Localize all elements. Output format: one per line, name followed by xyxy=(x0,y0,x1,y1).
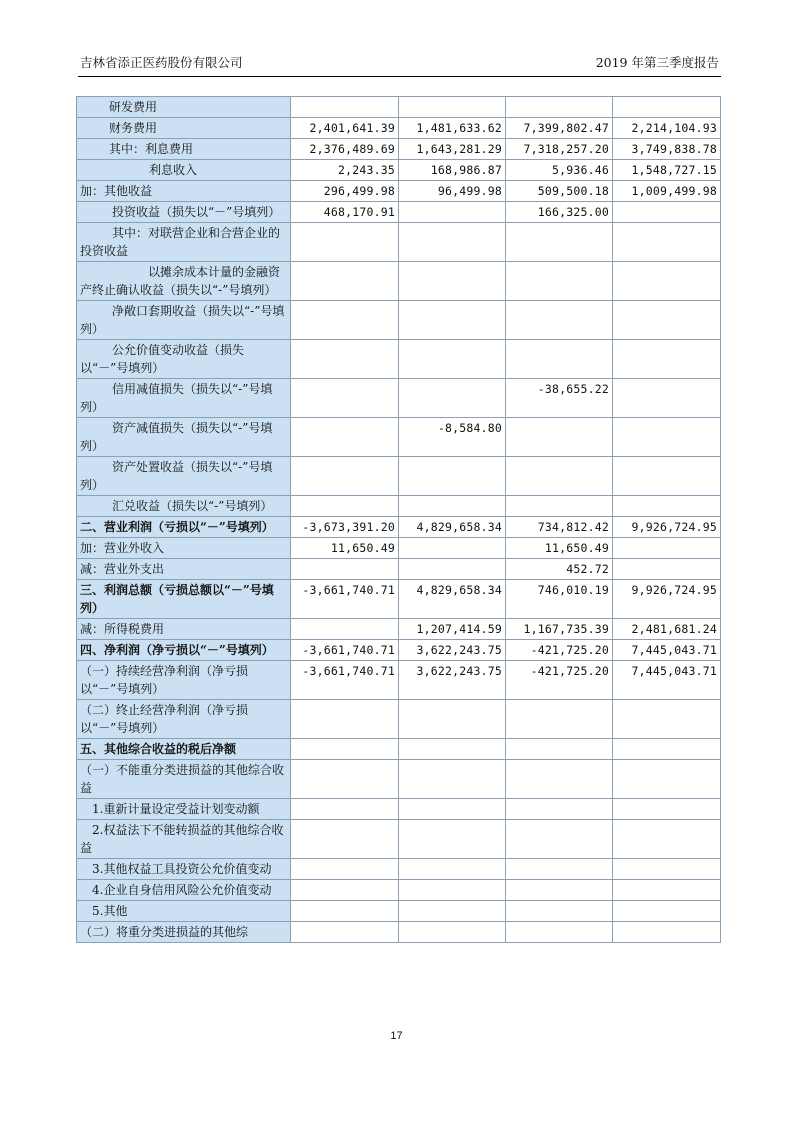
row-label: （二）终止经营净利润（净亏损以“－”号填列） xyxy=(77,700,291,739)
table-row xyxy=(77,202,721,223)
page-number: 17 xyxy=(390,1030,403,1042)
table-row xyxy=(77,160,721,181)
value-cell xyxy=(291,379,399,418)
table-row xyxy=(77,859,721,880)
value-cell xyxy=(506,859,613,880)
value-cell xyxy=(613,538,721,559)
value-cell xyxy=(399,820,506,859)
value-cell: 11,650.49 xyxy=(506,538,613,559)
value-cell xyxy=(291,340,399,379)
page-header xyxy=(78,54,721,77)
table-row xyxy=(77,922,721,943)
row-label: 三、利润总额（亏损总额以“－”号填列） xyxy=(77,580,291,619)
value-cell xyxy=(399,799,506,820)
value-cell xyxy=(291,496,399,517)
value-cell: 734,812.42 xyxy=(506,517,613,538)
row-label: 其中：对联营企业和合营企业的投资收益 xyxy=(77,223,291,262)
value-cell: 509,500.18 xyxy=(506,181,613,202)
value-cell xyxy=(291,880,399,901)
value-cell: 2,401,641.39 xyxy=(291,118,399,139)
value-cell: 296,499.98 xyxy=(291,181,399,202)
value-cell xyxy=(291,457,399,496)
row-label: 3.其他权益工具投资公允价值变动 xyxy=(77,859,291,880)
value-cell xyxy=(506,880,613,901)
value-cell: -38,655.22 xyxy=(506,379,613,418)
value-cell: 11,650.49 xyxy=(291,538,399,559)
table-row xyxy=(77,496,721,517)
row-label: 信用减值损失（损失以“-”号填列） xyxy=(77,379,291,418)
report-title: 2019 年第三季度报告 xyxy=(595,55,719,70)
value-cell xyxy=(291,97,399,118)
value-cell xyxy=(613,760,721,799)
row-label: 资产减值损失（损失以“-”号填列） xyxy=(77,418,291,457)
value-cell xyxy=(291,901,399,922)
value-cell xyxy=(506,418,613,457)
value-cell: 2,376,489.69 xyxy=(291,139,399,160)
table-row xyxy=(77,457,721,496)
value-cell: 7,445,043.71 xyxy=(613,661,721,700)
value-cell: 1,481,633.62 xyxy=(399,118,506,139)
row-label: 以摊余成本计量的金融资产终止确认收益（损失以“-”号填列） xyxy=(77,262,291,301)
table-row xyxy=(77,97,721,118)
value-cell: -421,725.20 xyxy=(506,640,613,661)
row-label: 公允价值变动收益（损失以“－”号填列） xyxy=(77,340,291,379)
value-cell xyxy=(506,457,613,496)
value-cell xyxy=(613,700,721,739)
value-cell: 746,010.19 xyxy=(506,580,613,619)
value-cell xyxy=(613,202,721,223)
row-label: （二）将重分类进损益的其他综 xyxy=(77,922,291,943)
value-cell xyxy=(613,223,721,262)
table-row xyxy=(77,262,721,301)
value-cell xyxy=(506,760,613,799)
value-cell: 9,926,724.95 xyxy=(613,517,721,538)
value-cell: 7,318,257.20 xyxy=(506,139,613,160)
value-cell xyxy=(399,223,506,262)
value-cell xyxy=(291,820,399,859)
row-label: 二、营业利润（亏损以“－”号填列） xyxy=(77,517,291,538)
value-cell xyxy=(399,340,506,379)
row-label: 减：所得税费用 xyxy=(77,619,291,640)
value-cell: 4,829,658.34 xyxy=(399,580,506,619)
value-cell xyxy=(399,901,506,922)
value-cell: 3,622,243.75 xyxy=(399,661,506,700)
value-cell: 2,481,681.24 xyxy=(613,619,721,640)
value-cell: 7,445,043.71 xyxy=(613,640,721,661)
value-cell xyxy=(291,301,399,340)
table-row xyxy=(77,559,721,580)
table-row xyxy=(77,181,721,202)
value-cell xyxy=(399,496,506,517)
value-cell xyxy=(399,880,506,901)
value-cell: 2,243.35 xyxy=(291,160,399,181)
table-row xyxy=(77,517,721,538)
value-cell: 9,926,724.95 xyxy=(613,580,721,619)
value-cell xyxy=(506,301,613,340)
value-cell xyxy=(613,379,721,418)
value-cell xyxy=(399,760,506,799)
value-cell xyxy=(399,97,506,118)
table-row xyxy=(77,799,721,820)
value-cell xyxy=(506,340,613,379)
value-cell xyxy=(613,301,721,340)
value-cell xyxy=(506,799,613,820)
table-row xyxy=(77,580,721,619)
value-cell xyxy=(291,418,399,457)
row-label: 汇兑收益（损失以“-”号填列） xyxy=(77,496,291,517)
value-cell xyxy=(291,922,399,943)
value-cell: 96,499.98 xyxy=(399,181,506,202)
table-row xyxy=(77,901,721,922)
value-cell xyxy=(291,859,399,880)
row-label: 财务费用 xyxy=(77,118,291,139)
value-cell xyxy=(506,901,613,922)
row-label: 研发费用 xyxy=(77,97,291,118)
row-label: 五、其他综合收益的税后净额 xyxy=(77,739,291,760)
table-row xyxy=(77,640,721,661)
value-cell xyxy=(613,739,721,760)
value-cell xyxy=(399,457,506,496)
value-cell xyxy=(613,880,721,901)
value-cell: 1,207,414.59 xyxy=(399,619,506,640)
row-label: 2.权益法下不能转损益的其他综合收益 xyxy=(77,820,291,859)
table-row xyxy=(77,619,721,640)
row-label: 加：其他收益 xyxy=(77,181,291,202)
row-label: 投资收益（损失以“－”号填列） xyxy=(77,202,291,223)
table-row xyxy=(77,418,721,457)
value-cell xyxy=(506,223,613,262)
value-cell xyxy=(613,496,721,517)
value-cell: 3,749,838.78 xyxy=(613,139,721,160)
row-label: 净敞口套期收益（损失以“-”号填列） xyxy=(77,301,291,340)
value-cell xyxy=(399,262,506,301)
table-row xyxy=(77,760,721,799)
value-cell xyxy=(613,820,721,859)
value-cell: 2,214,104.93 xyxy=(613,118,721,139)
value-cell: 452.72 xyxy=(506,559,613,580)
value-cell xyxy=(613,262,721,301)
value-cell: -3,661,740.71 xyxy=(291,580,399,619)
income-statement-table xyxy=(76,96,721,943)
value-cell: 1,167,735.39 xyxy=(506,619,613,640)
table-row xyxy=(77,118,721,139)
table-row xyxy=(77,538,721,559)
row-label: （一）不能重分类进损益的其他综合收益 xyxy=(77,760,291,799)
value-cell xyxy=(613,859,721,880)
value-cell: -8,584.80 xyxy=(399,418,506,457)
row-label: 四、净利润（净亏损以“－”号填列） xyxy=(77,640,291,661)
value-cell xyxy=(399,922,506,943)
value-cell xyxy=(613,457,721,496)
value-cell xyxy=(291,739,399,760)
table-row xyxy=(77,880,721,901)
row-label: （一）持续经营净利润（净亏损以“－”号填列） xyxy=(77,661,291,700)
table-row xyxy=(77,739,721,760)
table-row xyxy=(77,223,721,262)
value-cell xyxy=(399,559,506,580)
value-cell xyxy=(291,700,399,739)
value-cell xyxy=(613,418,721,457)
value-cell xyxy=(399,538,506,559)
value-cell xyxy=(291,619,399,640)
value-cell xyxy=(291,760,399,799)
value-cell: -3,673,391.20 xyxy=(291,517,399,538)
row-label: 4.企业自身信用风险公允价值变动 xyxy=(77,880,291,901)
value-cell: 1,643,281.29 xyxy=(399,139,506,160)
row-label: 5.其他 xyxy=(77,901,291,922)
value-cell xyxy=(291,262,399,301)
company-name: 吉林省添正医药股份有限公司 xyxy=(80,55,243,70)
table-row xyxy=(77,340,721,379)
value-cell: 468,170.91 xyxy=(291,202,399,223)
row-label: 资产处置收益（损失以“-”号填列） xyxy=(77,457,291,496)
value-cell xyxy=(506,262,613,301)
value-cell xyxy=(291,223,399,262)
value-cell xyxy=(613,97,721,118)
table-row xyxy=(77,139,721,160)
value-cell: -421,725.20 xyxy=(506,661,613,700)
value-cell xyxy=(506,739,613,760)
row-label: 加：营业外收入 xyxy=(77,538,291,559)
value-cell: 4,829,658.34 xyxy=(399,517,506,538)
value-cell: 1,548,727.15 xyxy=(613,160,721,181)
value-cell xyxy=(506,820,613,859)
value-cell xyxy=(291,559,399,580)
value-cell xyxy=(506,496,613,517)
value-cell: 5,936.46 xyxy=(506,160,613,181)
value-cell xyxy=(613,922,721,943)
row-label: 减：营业外支出 xyxy=(77,559,291,580)
value-cell xyxy=(399,700,506,739)
table-row xyxy=(77,661,721,700)
table-row xyxy=(77,301,721,340)
table-row xyxy=(77,700,721,739)
value-cell xyxy=(399,859,506,880)
value-cell xyxy=(506,922,613,943)
value-cell: 1,009,499.98 xyxy=(613,181,721,202)
value-cell: 7,399,802.47 xyxy=(506,118,613,139)
value-cell: -3,661,740.71 xyxy=(291,640,399,661)
value-cell: 3,622,243.75 xyxy=(399,640,506,661)
table-body xyxy=(77,97,721,943)
value-cell xyxy=(399,379,506,418)
value-cell: -3,661,740.71 xyxy=(291,661,399,700)
value-cell xyxy=(613,559,721,580)
row-label: 1.重新计量设定受益计划变动额 xyxy=(77,799,291,820)
value-cell xyxy=(399,301,506,340)
value-cell xyxy=(613,799,721,820)
row-label: 利息收入 xyxy=(77,160,291,181)
value-cell: 166,325.00 xyxy=(506,202,613,223)
value-cell xyxy=(399,739,506,760)
table-row xyxy=(77,379,721,418)
value-cell xyxy=(399,202,506,223)
value-cell xyxy=(506,700,613,739)
value-cell xyxy=(291,799,399,820)
value-cell xyxy=(506,97,613,118)
table-row xyxy=(77,820,721,859)
value-cell: 168,986.87 xyxy=(399,160,506,181)
value-cell xyxy=(613,340,721,379)
value-cell xyxy=(613,901,721,922)
row-label: 其中：利息费用 xyxy=(77,139,291,160)
